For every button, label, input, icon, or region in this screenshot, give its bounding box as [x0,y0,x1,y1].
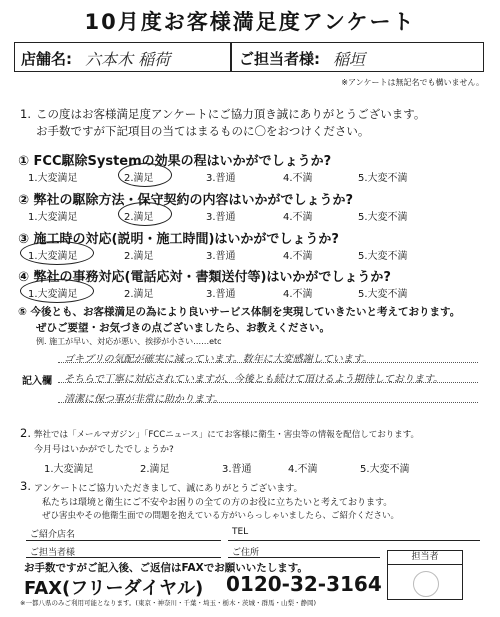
referral-address-label: ご住所 [232,548,260,558]
q2-selected-circle [118,202,172,226]
section-2-line-2: 今月号はいかがでしたでしょうか? [34,445,174,455]
question-4-title: ④ 弊社の事務対応(電話応対・書類送付等)はいかがでしょうか? [18,270,391,285]
store-staff-box [14,42,484,72]
s2-option-4[interactable]: 4.不満 [288,464,318,475]
question-1-title: ① FCC駆除Systemの効果の程はいかがでしょうか? [18,154,332,169]
anonymous-note: ※アンケートは無記名でも構いません。 [341,78,484,87]
referral-tel-field[interactable] [228,540,480,541]
s2-option-1[interactable]: 1.大変満足 [44,464,94,475]
q1-option-2[interactable]: 2.満足 [124,173,154,184]
referral-shop-field[interactable] [26,540,221,541]
q4-option-3[interactable]: 3.普通 [206,289,236,300]
store-name-value: 六本木 稲荷 [85,50,171,69]
question-5-example: 例. 施工が早い、対応が悪い、挨拶が小さい……etc [36,337,222,346]
s2-option-2[interactable]: 2.満足 [140,464,170,475]
page-title: 10月度お客様満足度アンケート [84,10,416,34]
q1-option-4[interactable]: 4.不満 [283,173,313,184]
comment-field[interactable] [64,348,446,408]
fax-number: 0120-32-3164 [226,572,382,596]
section-3-number: 3. [20,479,31,493]
footer-note: お手数ですがご記入後、ご返信はFAXでお願いいたします。 [24,562,308,574]
section-3-line-2: 私たちは環境と衛生にご不安やお困りの全ての方のお役に立ちたいと考えております。 [42,498,393,508]
q4-selected-circle [20,279,94,303]
q2-option-3[interactable]: 3.普通 [206,212,236,223]
staff-stamp-box [387,550,463,600]
section-3-line-3: ぜひ害虫やその他衛生面での問題を抱えている方がいらっしゃいましたら、ご紹介ください。 [42,511,400,521]
q3-option-5[interactable]: 5.大変不満 [358,251,408,262]
q4-option-5[interactable]: 5.大変不満 [358,289,408,300]
referral-staff-field[interactable] [26,557,221,558]
comment-rule-2 [58,382,478,383]
stamp-mark [413,571,439,597]
section-3-line-1: アンケートにご協力いただきまして、誠にありがとうございます。 [34,484,303,494]
intro-line-2: お手数ですが下記項目の当てはまるものに〇をおつけください。 [36,124,370,138]
q3-option-2[interactable]: 2.満足 [124,251,154,262]
q4-option-2[interactable]: 2.満足 [124,289,154,300]
comment-rule-3 [58,402,478,403]
referral-tel-label: TEL [232,527,249,537]
fax-label: FAX(フリーダイヤル) [24,578,204,599]
intro-number: 1. [20,107,31,121]
comment-rule-1 [58,362,478,363]
section-2-line-1: 弊社では「メールマガジン」「FCCニュース」にてお客様に衛生・害虫等の情報を配信しております。 [34,430,420,440]
q3-option-1[interactable]: 1.大変満足 [28,251,78,262]
q1-option-5[interactable]: 5.大変不満 [358,173,408,184]
store-label: 店舗名: [21,50,72,68]
comment-line-3: 清潔に保つ事が非常に助かります。 [64,394,224,405]
comment-line-1: ゴキブリの気配が確実に減っています。数年に大変感謝しています。 [64,354,372,365]
staff-name-value: 稲垣 [333,50,366,69]
comment-label: 記入欄 [22,376,52,387]
s2-option-5[interactable]: 5.大変不満 [360,464,410,475]
referral-address-field[interactable] [228,557,380,558]
question-2-title: ② 弊社の駆除方法・保守契約の内容はいかがでしょうか? [18,193,354,208]
staff-label: ご担当者様: [239,50,320,68]
q2-option-4[interactable]: 4.不満 [283,212,313,223]
section-2-number: 2. [20,426,31,440]
q2-option-2[interactable]: 2.満足 [124,212,154,223]
q3-option-4[interactable]: 4.不満 [283,251,313,262]
q4-option-4[interactable]: 4.不満 [283,289,313,300]
q2-option-5[interactable]: 5.大変不満 [358,212,408,223]
q3-selected-circle [20,241,94,265]
q4-option-1[interactable]: 1.大変満足 [28,289,78,300]
question-3-title: ③ 施工時の対応(説明・施工時間)はいかがでしょうか? [18,232,339,247]
referral-shop-label: ご紹介店名 [30,530,76,540]
intro-line-1: この度はお客様満足度アンケートにご協力頂き誠にありがとうございます。 [36,107,426,121]
question-5-line-2: ぜひご要望・お気づきの点ございましたら、お教えください。 [36,322,330,334]
q3-option-3[interactable]: 3.普通 [206,251,236,262]
q1-selected-circle [118,163,172,187]
comment-line-2: そちらで丁寧に対応されていますが、今後とも続けて頂けるよう期待しております。 [64,374,444,385]
q1-option-1[interactable]: 1.大変満足 [28,173,78,184]
q1-option-3[interactable]: 3.普通 [206,173,236,184]
s2-option-3[interactable]: 3.普通 [222,464,252,475]
stamp-header: 担当者 [388,551,462,565]
q2-option-1[interactable]: 1.大変満足 [28,212,78,223]
referral-staff-label: ご担当者様 [30,548,76,558]
coverage-note: ※一都八県のみご利用可能となります。(東京・神奈川・千葉・埼玉・栃木・茨城・群馬・山梨・静岡) [20,599,316,607]
question-5-title: ⑤ 今後とも、お客様満足の為により良いサービス体制を実現していきたいと考えております。 [18,306,461,318]
